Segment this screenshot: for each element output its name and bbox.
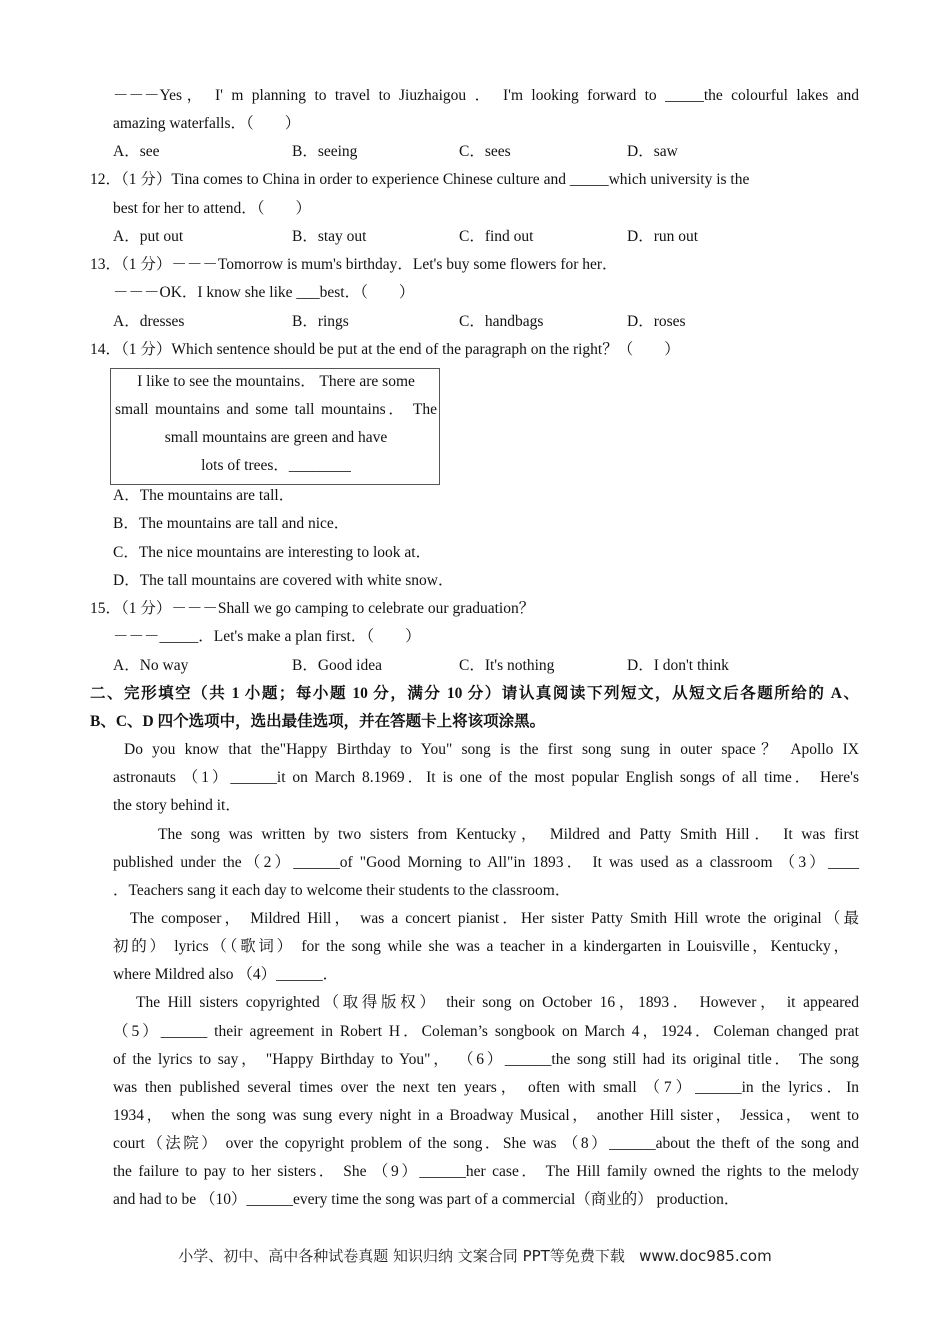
q12-option-d: D．run out — [627, 228, 699, 245]
q14-stem: 14．（1 分）Which sentence should be put at the end of the paragraph on the right？（ ） — [90, 341, 680, 358]
passage-p1-line-3: the story behind it． — [113, 797, 241, 814]
q11-option-b: B．seeing — [292, 143, 358, 160]
passage-p4-line-8: and had to be （10）______every time the song was part of a commercial（商业的） production． — [113, 1191, 740, 1208]
q15-option-b: B．Good idea — [292, 657, 382, 674]
q12-option-a: A．put out — [113, 228, 184, 245]
q13-option-d: D．roses — [627, 313, 686, 330]
q12-stem-line-1: 12．（1 分）Tina comes to China in order to experience Chinese culture and _____which university is the — [90, 171, 750, 188]
q13-option-c: C．handbags — [459, 313, 544, 330]
footer-watermark-text: 小学、初中、高中各种试卷真题 知识归纳 文案合同 PPT等免费下载 www.doc985.com — [178, 1247, 772, 1265]
passage-p3-line-1: The composer， Mildred Hill， was a concert pianist．Her sister Patty Smith Hill wrote the original（最 — [130, 910, 859, 927]
q15-stem-line-1: 15．（1 分）－－－Shall we go camping to celebrate our graduation？ — [90, 600, 535, 617]
q14-box-line-2: small mountains and some tall mountains． The — [115, 401, 437, 418]
q13-option-b: B．rings — [292, 313, 349, 330]
q11-line-1: －－－Yes， I' m planning to travel to Jiuzhaigou ． I'm looking forward to _____the colourful lakes and — [113, 87, 859, 104]
passage-p4-line-1: The Hill sisters copyrighted（取得版权） their song on October 16，1893． However， it appeared — [136, 994, 859, 1011]
q12-option-c: C．find out — [459, 228, 534, 245]
q14-option-a: A．The mountains are tall． — [113, 487, 295, 504]
passage-p4-line-2: （5）______ their agreement in Robert H．Coleman’s songbook on March 4，1924．Coleman changed prat — [113, 1023, 859, 1040]
q11-option-a: A．see — [113, 143, 160, 160]
q14-box-line-1: I like to see the mountains． There are some — [137, 373, 415, 390]
passage-p4-line-3: of the lyrics to say， "Happy Birthday to You"， （6）______the song still had its original title． The song — [113, 1051, 859, 1068]
passage-p4-line-6: court（法院） over the copyright problem of the song．She was （8）______about the theft of the song and — [113, 1135, 859, 1152]
q15-option-a: A．No way — [113, 657, 189, 674]
q12-stem-line-2: best for her to attend．（ ） — [113, 200, 312, 217]
passage-p1-line-2: astronauts （1）______it on March 8.1969．It is one of the most popular English songs of all time． Here's — [113, 769, 859, 786]
q14-option-d: D．The tall mountains are covered with white snow． — [113, 572, 454, 589]
passage-p1-line-1: Do you know that the"Happy Birthday to You" song is the first song sung in outer space？ Apollo IX — [124, 741, 859, 758]
q11-option-c: C．sees — [459, 143, 511, 160]
q13-stem-line-2: －－－OK．I know she like ___best．（ ） — [113, 284, 415, 301]
q14-box-line-3: small mountains are green and have — [164, 429, 388, 446]
q14-option-c: C．The nice mountains are interesting to look at． — [113, 544, 432, 561]
passage-p4-line-4: was then published several times over the next ten years， often with small （7）______in the lyrics．In — [113, 1079, 859, 1096]
passage-p2-line-1: The song was written by two sisters from Kentucky， Mildred and Patty Smith Hill． It was first — [158, 826, 859, 843]
q15-stem-line-2: －－－_____．Let's make a plan first．（ ） — [113, 628, 421, 645]
passage-p2-line-3: ．Teachers sang it each day to welcome their students to the classroom． — [113, 882, 571, 899]
q14-box-line-4: lots of trees．________ — [201, 457, 351, 474]
passage-p2-line-2: published under the（2）______of "Good Morning to All"in 1893． It was used as a classroom （3）____ — [113, 854, 859, 871]
q13-option-a: A．dresses — [113, 313, 185, 330]
passage-p4-line-5: 1934， when the song was sung every night in a Broadway Musical， another Hill sister， Jessica， went to — [113, 1107, 859, 1124]
q15-option-c: C．It's nothing — [459, 657, 555, 674]
passage-p3-line-3: where Mildred also （4）______． — [113, 966, 339, 983]
q14-paragraph-box — [110, 368, 440, 485]
q11-option-d: D．saw — [627, 143, 678, 160]
section2-heading-line-1: 二、完形填空（共 1 小题；每小题 10 分，满分 10 分）请认真阅读下列短文，从短文后各题所给的 A、 — [90, 685, 859, 702]
q13-stem-line-1: 13．（1 分）－－－Tomorrow is mum's birthday．Let's buy some flowers for her． — [90, 256, 618, 273]
passage-p3-line-2: 初的） lyrics（（歌词） for the song while she was a teacher in a kindergarten in Louisville，Kentucky， — [113, 938, 849, 955]
section2-heading-line-2: B、C、D 四个选项中，选出最佳选项，并在答题卡上将该项涂黑。 — [90, 713, 546, 730]
q11-line-2: amazing waterfalls．（ ） — [113, 115, 301, 132]
passage-p4-line-7: the failure to pay to her sisters． She （9）______her case． The Hill family owned the rights to the melody — [113, 1163, 859, 1180]
q14-option-b: B．The mountains are tall and nice． — [113, 515, 350, 532]
q12-option-b: B．stay out — [292, 228, 367, 245]
q15-option-d: D．I don't think — [627, 657, 729, 674]
